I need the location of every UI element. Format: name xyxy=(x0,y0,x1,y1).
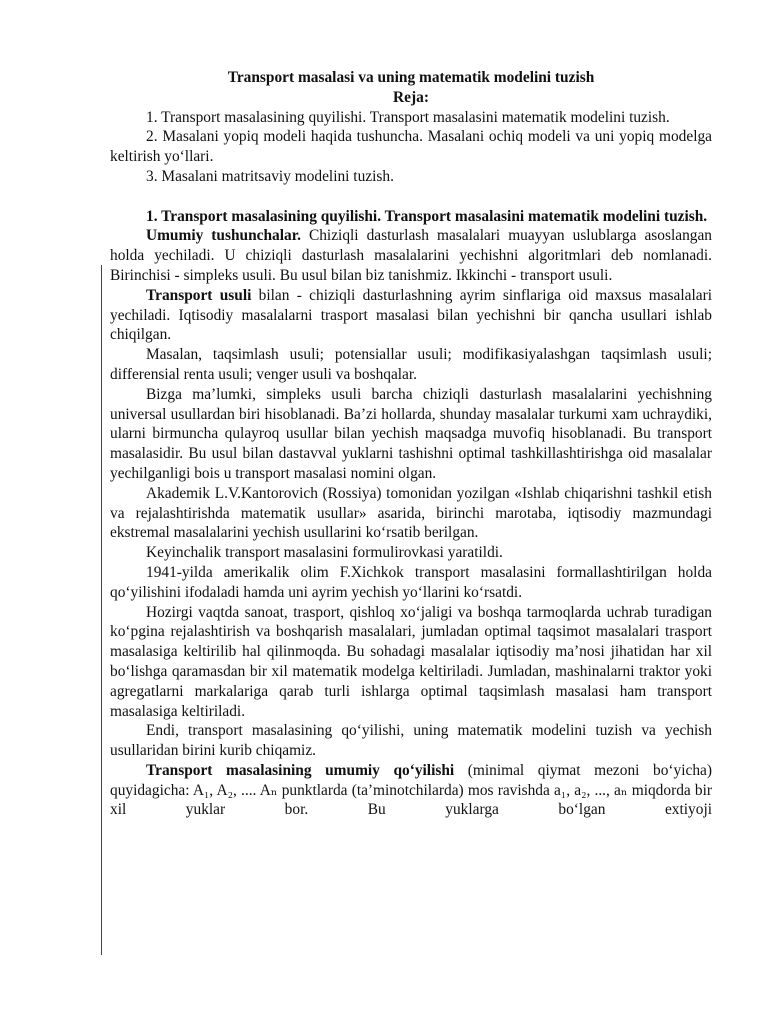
paragraph-text: Keyinchalik transport masalasini formulirovkasi yaratildi. xyxy=(146,544,503,562)
paragraph xyxy=(110,385,712,484)
plan-item: 1. Transport masalasining quyilishi. Transport masalasini matematik modelini tuzish. xyxy=(146,108,670,126)
paragraph xyxy=(110,563,712,603)
paragraph-text: Bizga ma’lumki, simpleks usuli barcha chiziqli dasturlash masalalarini yechishning universal usullardan biri hisoblanadi. Ba’zi hollarda, shunday masalalar turkumi xam uchraydiki, ularni birmuncha qulayroq usullar bilan yechish maqsadga muvofiq hisoblanadi. Bu transport masalasidir. Bu usul bilan dastavval yuklarni tashishni optimal tashkillashtirishga oid masalalar yechilganligi bois u transport masalasi nomini olgan. xyxy=(110,385,712,482)
paragraph-lead: Umumiy tushunchalar. xyxy=(146,227,301,245)
paragraph xyxy=(110,761,712,820)
paragraph xyxy=(110,543,712,563)
revision-bar xyxy=(101,265,102,955)
paragraph-lead: Transport masalasining umumiy qo‘yilishi xyxy=(146,761,455,779)
blank-line xyxy=(110,187,712,207)
paragraph-text: 1941-yilda amerikalik olim F.Xichkok transport masalasini formallashtirilgan holda qo‘yilishini ifodaladi hamda uni ayrim yechish yo‘llarini ko‘rsatdi. xyxy=(110,563,712,601)
paragraph xyxy=(110,226,712,285)
paragraph-text: (minimal qiymat mezoni bo‘yicha) quyidagicha: A₁, A₂, .... Aₙ punktlarda (ta’minotchilarda) mos ravishda a₁, a₂, ..., aₙ miqdorda bir xil yuklar bor. Bu yuklarga bo‘lgan extiyoji xyxy=(110,761,712,819)
document-title: Transport masalasi va uning matematik modelini tuzish xyxy=(227,69,595,86)
document-page xyxy=(110,68,712,820)
paragraph xyxy=(110,286,712,345)
paragraph-text: Masalan, taqsimlash usuli; potensiallar usuli; modifikasiyalashgan taqsimlash usuli; differensial renta usuli; venger usuli va boshqalar. xyxy=(110,346,712,383)
paragraph-lead: Transport usuli xyxy=(146,286,252,304)
paragraph-text: Akademik L.V.Kantorovich (Rossiya) tomonidan yozilgan «Ishlab chiqarishni tashkil etish va rejalashtirishda matematik usullar» asarida, birinchi marotaba, iqtisodiy mazmundagi ekstremal masalalarini yechish usullarini ko‘rsatib berilgan. xyxy=(110,484,712,542)
plan-heading: Reja: xyxy=(393,88,429,106)
paragraph xyxy=(110,345,712,385)
paragraph-text: Chiziqli dasturlash masalalari muayyan uslublarga asoslangan holda yechiladi. U chiziqli dasturlash masalalarini yechishni algoritmlari deb nomlanadi. Birinchisi - simpleks usuli. Bu usul bilan biz tanishmiz. Ikkinchi - transport usuli. xyxy=(110,227,712,284)
section-heading: 1. Transport masalasining quyilishi. Transport masalasini matematik modelini tuzish. xyxy=(146,207,708,225)
paragraph xyxy=(110,484,712,543)
paragraph xyxy=(110,721,712,761)
paragraph xyxy=(110,603,712,722)
paragraph-text: Endi, transport masalasining qo‘yilishi, uning matematik modelini tuzish va yechish usullaridan birini kurib chiqamiz. xyxy=(110,722,712,760)
plan-item: 2. Masalani yopiq modeli haqida tushuncha. Masalani ochiq modeli va uni yopiq modelga keltirish yo‘llari. xyxy=(110,128,712,166)
plan-item: 3. Masalani matritsaviy modelini tuzish. xyxy=(146,167,394,185)
paragraph-text: bilan - chiziqli dasturlashning ayrim sinflariga oid maxsus masalalari yechiladi. Iqtisodiy masalalarni trasport masalasi bilan yechishni bir qancha usullari ishlab chiqilgan. xyxy=(110,286,712,344)
paragraph-text: Hozirgi vaqtda sanoat, trasport, qishloq xo‘jaligi va boshqa tarmoqlarda uchrab turadigan ko‘pgina rejalashtirish va boshqarish masalalari, jumladan optimal taqsimot masalalari trasport masalasiga keltirilib hal qilinmoqda. Bu sohadagi masalalar iqtisodiy ma’nosi jihatidan har xil bo‘lishga qaramasdan bir xil matematik modelga keltiriladi. Jumladan, mashinalarni traktor yoki agregatlarni markalariga qarab turli ishlarga optimal taqsimlash masalasi ham transport masalasiga keltiriladi. xyxy=(110,603,712,720)
